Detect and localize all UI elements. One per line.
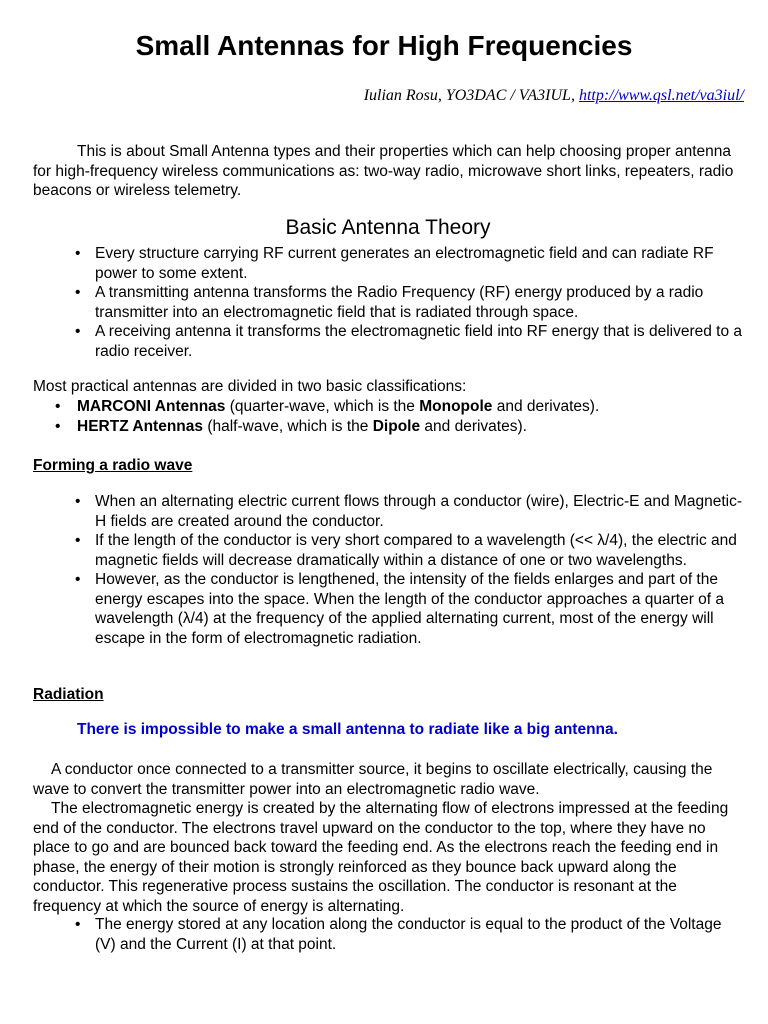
radiation-paragraph-1: A conductor once connected to a transmitter source, it begins to oscillate electrically, causing the wave to convert the transmitter power into an electromagnetic radio wave. [33, 761, 713, 798]
radiation-body [33, 760, 745, 916]
list-item: • The energy stored at any location along the conductor is equal to the product of the Voltage (V) and the Current (I) at that point. [75, 916, 722, 953]
list-item: • However, as the conductor is lengthened, the intensity of the fields enlarges and part of the energy escapes into the space. When the length of the conductor approaches a quarter of a wavelength (λ/4) at the frequency of the applied alternating current, most of the energy will escape in the form of electromagnetic radiation. [75, 571, 725, 647]
list-item: • If the length of the conductor is very short compared to a wavelength (<< λ/4), the electric and magnetic fields will decrease dramatically within a distance of one or two wavelengths. [75, 532, 737, 569]
list-item: • MARCONI Antennas (quarter-wave, which is the Monopole and derivates). [55, 398, 600, 415]
classifications-list [33, 397, 745, 436]
radiation-paragraph-2: The electromagnetic energy is created by the alternating flow of electrons impressed at the feeding end of the conductor. The electrons travel upward on the conductor to the top, where they have no place to go and are bounced back toward the feeding end. As the electrons reach the feeding end in phase, the energy of their motion is strongly reinforced as they bounce back upward along the conductor. This regenerative process sustains the oscillation. The conductor is resonant at the frequency at which the source of energy is alternating. [33, 800, 729, 915]
bullet-icon: • [55, 417, 61, 435]
bullet-icon: • [75, 532, 81, 549]
section-heading-radiation: Radiation [33, 686, 104, 703]
bullet-icon: • [55, 398, 61, 415]
author-link[interactable]: http://www.qsl.net/va3iul/ [578, 87, 744, 104]
bullet-icon: • [75, 284, 81, 301]
forming-list [33, 492, 745, 648]
list-item: • HERTZ Antennas (half-wave, which is the Dipole and derivates). [55, 417, 527, 435]
intro-paragraph: This is about Small Antenna types and their properties which can help choosing proper antenna for high-frequency wireless communications as: two-way radio, microwave short links, repeaters, radio beacons or wireless telemetry. [33, 143, 734, 199]
highlight-statement: There is impossible to make a small antenna to radiate like a big antenna. [77, 721, 618, 738]
bullet-icon: • [75, 323, 81, 340]
list-item: • A transmitting antenna transforms the Radio Frequency (RF) energy produced by a radio transmitter into an electromagnetic field that is radiated through space. [75, 284, 704, 321]
basic-theory-list [33, 244, 745, 361]
bullet-icon: • [75, 916, 81, 933]
classifications-lead: Most practical antennas are divided in two basic classifications: [33, 378, 467, 395]
bullet-icon: • [75, 571, 81, 588]
section-heading-forming: Forming a radio wave [33, 457, 193, 474]
bullet-icon: • [75, 493, 81, 510]
radiation-list [33, 915, 745, 954]
list-item: • A receiving antenna it transforms the electromagnetic field into RF energy that is delivered to a radio receiver. [75, 323, 743, 360]
author-line [364, 87, 744, 105]
author-name: Iulian Rosu, YO3DAC / VA3IUL, [363, 87, 579, 104]
list-item: • When an alternating electric current flows through a conductor (wire), Electric-E and Magnetic-H fields are created around the conductor. [75, 493, 742, 530]
bullet-icon: • [75, 245, 81, 262]
document-title: Small Antennas for High Frequencies [135, 30, 633, 61]
section-heading-basic-theory: Basic Antenna Theory [285, 216, 491, 239]
list-item: • Every structure carrying RF current generates an electromagnetic field and can radiate RF power to some extent. [75, 245, 714, 282]
